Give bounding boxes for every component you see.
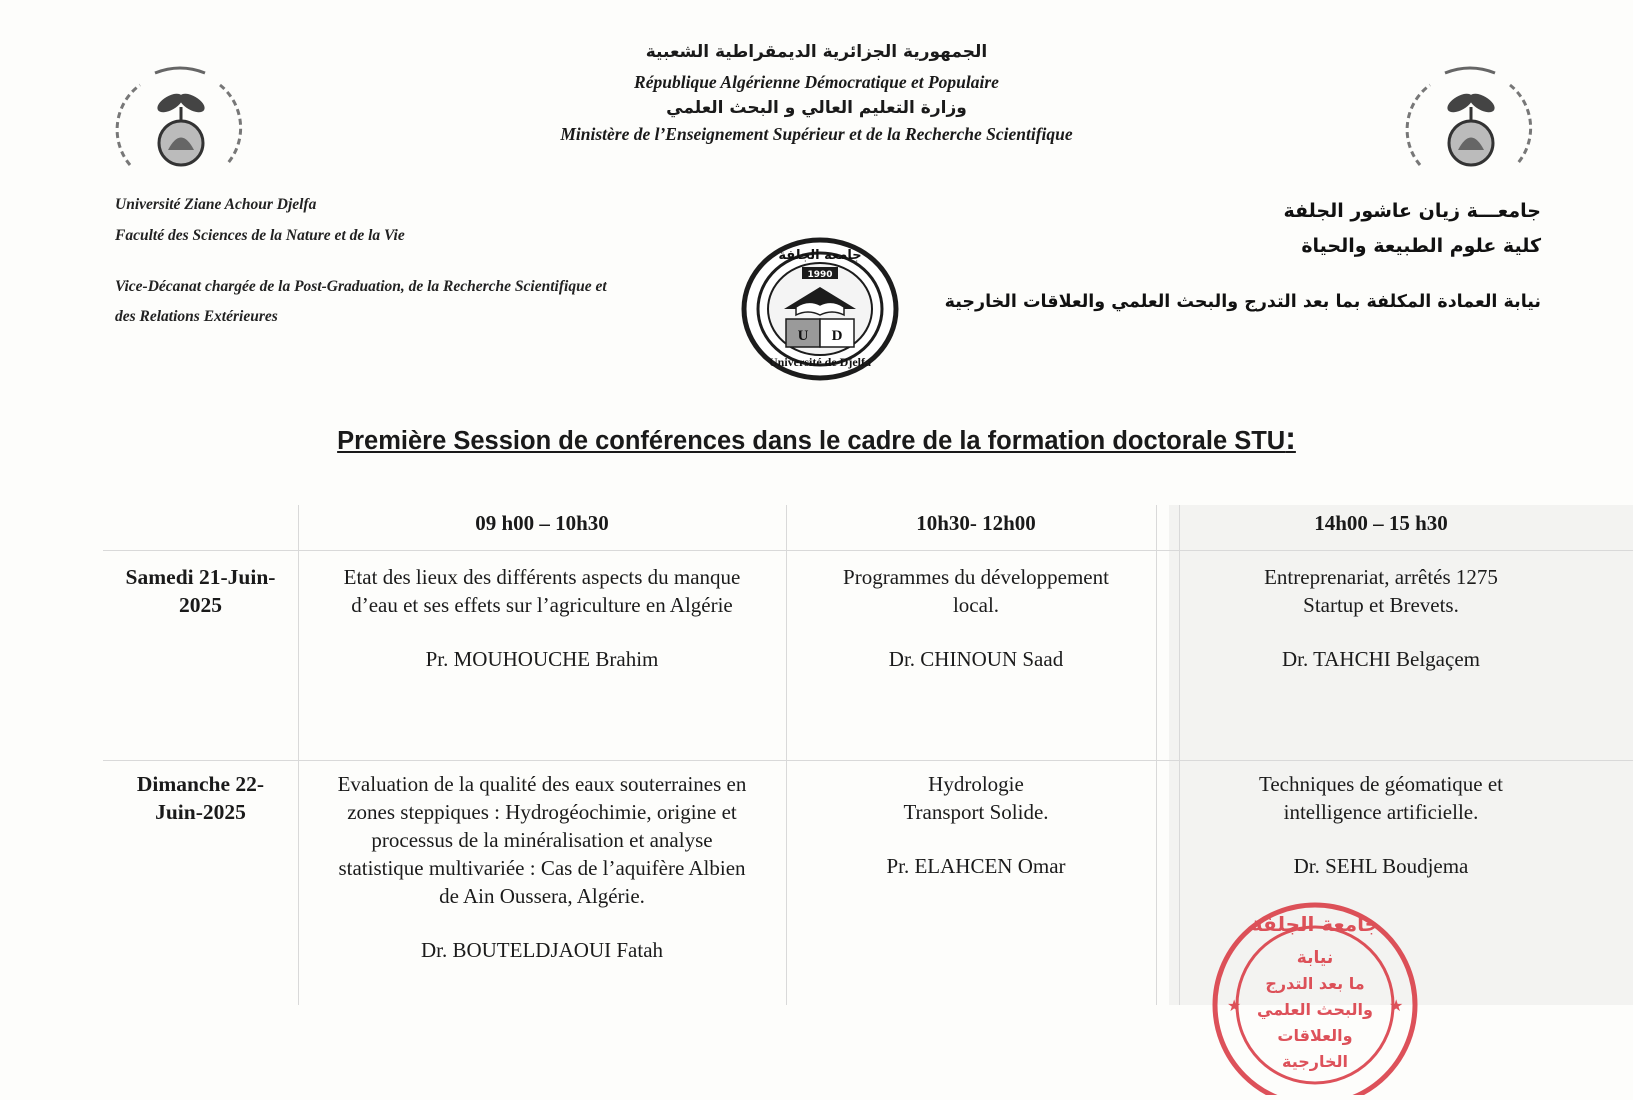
page-title-colon: : — [1285, 420, 1296, 456]
session-topic-line: Entreprenariat, arrêtés 1275 — [1264, 565, 1498, 589]
left-vice-line2: des Relations Extérieures — [115, 308, 278, 325]
session-topic-line: Startup et Brevets. — [1303, 593, 1459, 617]
header-fr-ministry: Ministère de l’Enseignement Supérieur et de la Recherche Scientifique — [560, 124, 1073, 144]
session-sat-3 — [1166, 563, 1596, 673]
session-speaker: Dr. SEHL Boudjema — [1293, 854, 1469, 878]
session-topic-line: intelligence artificielle. — [1283, 800, 1479, 824]
session-topic-line: Etat des lieux des différents aspects du manque — [343, 565, 741, 589]
session-topic-line: d’eau et ses effets sur l’agriculture en Algérie — [351, 593, 733, 617]
official-stamp — [1205, 895, 1425, 1095]
left-vice-line1: Vice-Décanat chargée de la Post-Graduation, de la Recherche Scientifique et — [115, 278, 607, 295]
right-faculty-ar: كلية علوم الطبيعة والحياة — [1301, 235, 1541, 257]
session-topic-line: statistique multivariée : Cas de l’aquifère Albien — [338, 856, 746, 880]
time-slot-3: 14h00 – 15 h30 — [1314, 511, 1448, 535]
session-topic-line: Evaluation de la qualité des eaux souterraines en — [337, 772, 747, 796]
session-speaker: Dr. BOUTELDJAOUI Fatah — [420, 938, 664, 962]
seal-letter-u: U — [797, 328, 809, 344]
session-topic-line: local. — [952, 593, 1000, 617]
seal-letter-d: D — [831, 328, 843, 344]
seal-bottom-text: Université de Djelfa — [769, 355, 871, 369]
header-ar-ministry: وزارة التعليم العالي و البحث العلمي — [666, 98, 967, 118]
session-speaker: Dr. CHINOUN Saad — [888, 647, 1064, 671]
session-sat-2 — [786, 563, 1166, 673]
stamp-star-left: ★ — [1227, 996, 1242, 1015]
session-speaker: Dr. TAHCHI Belgaçem — [1282, 647, 1480, 671]
stamp-star-right: ★ — [1389, 996, 1404, 1015]
session-topic-line: zones steppiques : Hydrogéochimie, origine et — [347, 800, 737, 824]
table-hline — [103, 550, 1633, 551]
page-title-text: Première Session de conférences dans le cadre de la formation doctorale STU — [337, 427, 1286, 455]
time-slot-1: 09 h00 – 10h30 — [475, 511, 609, 535]
stamp-outer-text: جامعة الجلفة — [1250, 912, 1380, 936]
left-faculty: Faculté des Sciences de la Nature et de la Vie — [115, 227, 405, 244]
seal-ar-top: جامعة الجلفة — [778, 248, 862, 263]
day-label-line2: Juin-2025 — [155, 800, 246, 824]
session-topic-line: Programmes du développement — [843, 565, 1109, 589]
right-vice-ar: نيابة العمادة المكلفة بما بعد التدرج والبحث العلمي والعلاقات الخارجية — [944, 292, 1541, 312]
right-university-ar: جامعـــة زيان عاشور الجلفة — [1283, 200, 1541, 222]
day-sunday — [103, 770, 298, 826]
day-label-line1: Samedi 21-Juin- — [125, 565, 276, 589]
faculty-logo-left — [100, 55, 260, 195]
session-sat-1 — [298, 563, 786, 673]
faculty-logo-left-icon — [100, 55, 260, 195]
session-topic-line: de Ain Oussera, Algérie. — [439, 884, 645, 908]
university-seal-icon — [740, 237, 900, 382]
session-sun-3 — [1166, 770, 1596, 880]
session-topic-line: processus de la minéralisation et analyse — [371, 828, 713, 852]
day-label-line2: 2025 — [179, 593, 222, 617]
session-sun-1 — [298, 770, 786, 964]
header-fr-republic: République Algérienne Démocratique et Populaire — [634, 72, 999, 92]
session-topic-line: Hydrologie — [928, 772, 1024, 796]
day-saturday — [103, 563, 298, 619]
time-slot-2: 10h30- 12h00 — [916, 511, 1036, 535]
session-speaker: Pr. ELAHCEN Omar — [886, 854, 1066, 878]
day-label-line1: Dimanche 22- — [136, 772, 265, 796]
header-ar-republic: الجمهورية الجزائرية الديمقراطية الشعبية — [645, 42, 988, 62]
left-university: Université Ziane Achour Djelfa — [115, 196, 317, 213]
page-title — [0, 420, 1633, 457]
table-hline — [103, 760, 1633, 761]
session-topic-line: Transport Solide. — [903, 800, 1049, 824]
stamp-line-5: الخارجية — [1281, 1052, 1349, 1071]
session-topic-line: Techniques de géomatique et — [1258, 772, 1504, 796]
stamp-line-1: نيابة — [1296, 948, 1334, 968]
session-speaker: Pr. MOUHOUCHE Brahim — [425, 647, 659, 671]
official-stamp-icon — [1205, 895, 1425, 1095]
stamp-line-3: والبحث العلمي — [1257, 1000, 1373, 1019]
stamp-line-2: ما بعد التدرج — [1265, 974, 1365, 993]
session-sun-2 — [786, 770, 1166, 880]
faculty-logo-right — [1390, 55, 1550, 195]
seal-year: 1990 — [807, 270, 833, 280]
stamp-line-4: والعلاقات — [1277, 1026, 1353, 1045]
university-seal — [740, 237, 900, 382]
faculty-logo-right-icon — [1390, 55, 1550, 195]
